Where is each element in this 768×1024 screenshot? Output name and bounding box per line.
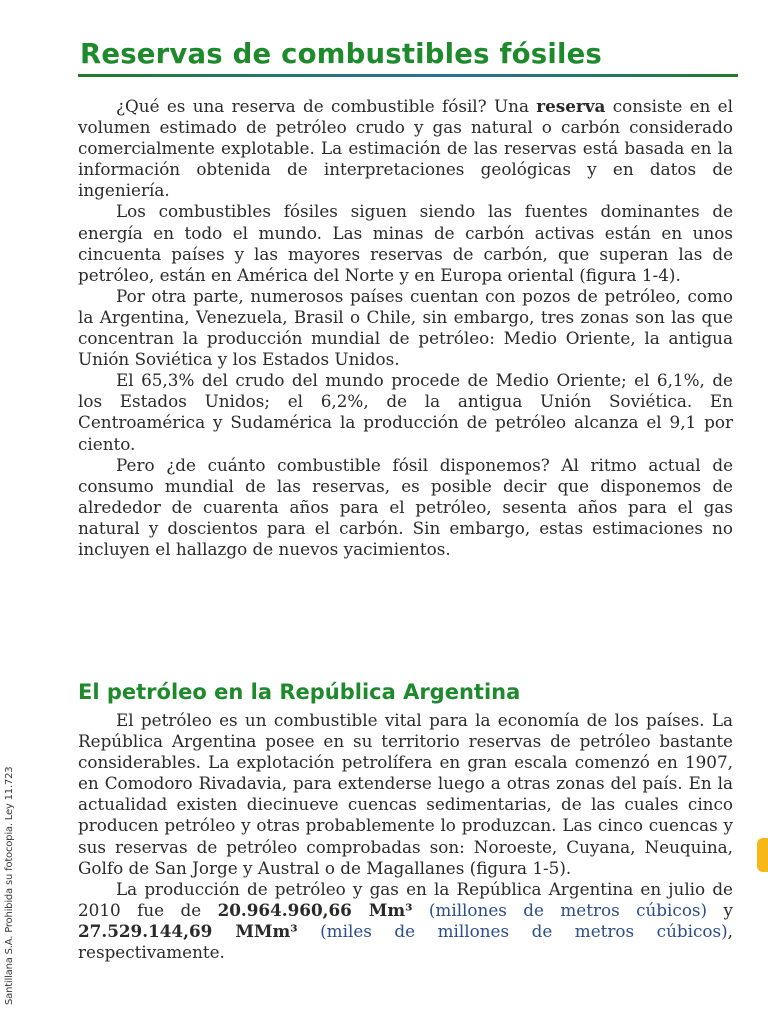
copyright-note: Santillana S.A. Prohibida su fotocopia. Ley 11.723 [4,766,15,1005]
paragraph-2: Los combustibles fósiles siguen siendo las fuentes dominantes de energía en todo el mundo. Las minas de carbón activas están en unos cincuenta países y las mayores reservas de carbón, que superan las de petróleo, están en América del Norte y en Europa oriental (figura 1-4). [78,201,733,285]
p1-text-c: consiste en el volumen estimado de petróleo crudo y gas natural o carbón considerado comercialmente explotable. La estimación de las reservas está basada en la información obtenida de interpretaciones geológicas y en datos de ingeniería. [78,96,733,201]
paragraph-6: El petróleo es un combustible vital para la economía de los países. La República Argentina posee en su territorio reservas de petróleo bastante considerables. La explotación petrolífera en gran escala comenzó en 1907, en Comodoro Rivadavia, para extenderse luego a otras zonas del país. En la actualidad existen diecinueve cuencas sedimentarias, de las cuales cinco producen petróleo y otras probablemente lo produzcan. Las cinco cuencas y sus reservas de petróleo comprobadas son: Noroeste, Cuyana, Neuquina, Golfo de San Jorge y Austral o de Magallanes (figura 1-5). [78,710,733,878]
p1-text-a: ¿Qué es una reserva de combustible fósil? Una [116,96,537,116]
paragraph-4: El 65,3% del crudo del mundo procede de Medio Oriente; el 6,1%, de los Estados Unidos; el 6,2%, de la antigua Unión Soviética. En Centroamérica y Sudamérica la producción de petróleo alcanza el 9,1 por ciento. [78,370,733,454]
title-underline [78,74,738,77]
section-reservas [78,96,733,560]
page-title: Reservas de combustibles fósiles [80,38,602,70]
page-edge-tab [757,838,768,872]
p7-text-a: La producción de petróleo y gas en la República Argentina en julio de 2010 fue de [78,878,733,920]
gas-unit-note: (miles de millones de metros cúbicos) [297,920,728,941]
paragraph-7 [78,879,733,963]
paragraph-3: Por otra parte, numerosos países cuentan con pozos de petróleo, como la Argentina, Venezuela, Brasil o Chile, sin embargo, tres zonas son las que concentran la producción mundial de petróleo: Medio Oriente, la antigua Unión Soviética y los Estados Unidos. [78,285,733,370]
section-heading-argentina: El petróleo en la República Argentina [78,680,521,704]
gas-production-value: 27.529.144,69 MMm³ [78,920,298,941]
p7-text-d: y [707,899,733,920]
term-reserva: reserva [536,96,606,116]
oil-unit-note: (millones de metros cúbicos) [412,899,708,920]
paragraph-1 [78,96,733,201]
section-argentina [78,710,733,963]
p7-text-g: , respectivamente. [78,920,733,963]
oil-production-value: 20.964.960,66 Mm³ [217,899,413,920]
paragraph-5: Pero ¿de cuánto combustible fósil disponemos? Al ritmo actual de consumo mundial de las reservas, es posible decir que disponemos de alrededor de cuarenta años para el petróleo, sesenta años para el gas natural y doscientos para el carbón. Sin embargo, estas estimaciones no incluyen el hallazgo de nuevos yacimientos. [78,454,733,559]
